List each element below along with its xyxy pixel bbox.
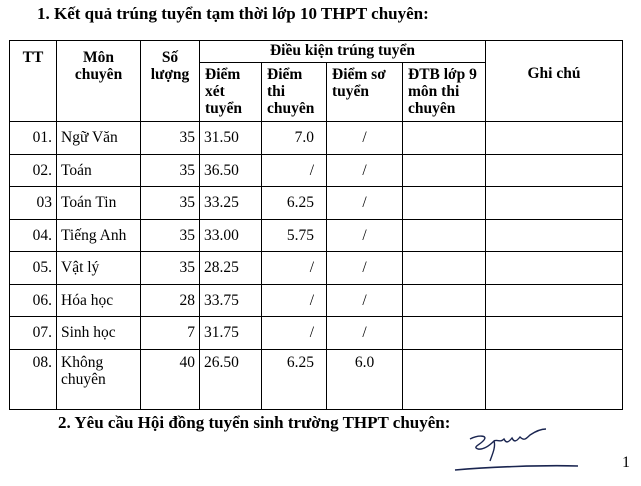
cell-diem-xet-tuyen: 33.25 [200, 187, 262, 220]
table-row [10, 284, 623, 317]
cell-dtb [403, 122, 486, 155]
cell-ghi-chu [486, 252, 623, 285]
cell-diem-thi-chuyen: 6.25 [262, 187, 327, 220]
cell-diem-so-tuyen: / [327, 252, 403, 285]
table-row [10, 122, 623, 155]
cell-diem-thi-chuyen: / [262, 284, 327, 317]
cell-diem-xet-tuyen: 31.50 [200, 122, 262, 155]
cell-tt: 01. [10, 122, 57, 155]
cell-tt: 06. [10, 284, 57, 317]
cell-mon-chuyen: Sinh học [57, 317, 141, 350]
page-number: 1 [622, 454, 630, 471]
table-row [10, 349, 623, 409]
cell-ghi-chu [486, 154, 623, 187]
cell-mon-chuyen: Toán Tin [57, 187, 141, 220]
cell-dtb [403, 219, 486, 252]
cell-so-luong: 35 [141, 187, 200, 220]
section-1-heading: 1. Kết quả trúng tuyển tạm thời lớp 10 THPT chuyên: [37, 4, 429, 23]
header-dieu-kien: Điều kiện trúng tuyển [200, 41, 486, 63]
cell-ghi-chu [486, 219, 623, 252]
cell-so-luong: 7 [141, 317, 200, 350]
cell-diem-xet-tuyen: 33.75 [200, 284, 262, 317]
cell-tt: 04. [10, 219, 57, 252]
cell-ghi-chu [486, 284, 623, 317]
cell-so-luong: 35 [141, 122, 200, 155]
table-row [10, 219, 623, 252]
cell-mon-chuyen: Vật lý [57, 252, 141, 285]
cell-dtb [403, 154, 486, 187]
cell-tt: 02. [10, 154, 57, 187]
cell-diem-so-tuyen: 6.0 [327, 349, 403, 409]
cell-dtb [403, 284, 486, 317]
cell-so-luong: 35 [141, 219, 200, 252]
cell-diem-so-tuyen: / [327, 284, 403, 317]
cell-ghi-chu [486, 122, 623, 155]
cell-mon-chuyen: Ngữ Văn [57, 122, 141, 155]
admission-results-table [9, 40, 623, 410]
table-row [10, 187, 623, 220]
cell-diem-thi-chuyen: / [262, 252, 327, 285]
cell-ghi-chu [486, 349, 623, 409]
header-tt: TT [10, 41, 57, 122]
cell-ghi-chu [486, 187, 623, 220]
cell-mon-chuyen: Tiếng Anh [57, 219, 141, 252]
cell-diem-thi-chuyen: 7.0 [262, 122, 327, 155]
cell-so-luong: 40 [141, 349, 200, 409]
cell-so-luong: 28 [141, 284, 200, 317]
header-diem-so-tuyen: Điểm sơ tuyển [327, 63, 403, 122]
table-row [10, 154, 623, 187]
header-diem-thi-chuyen: Điểm thi chuyên [262, 63, 327, 122]
cell-diem-thi-chuyen: / [262, 317, 327, 350]
cell-diem-xet-tuyen: 36.50 [200, 154, 262, 187]
table-row [10, 252, 623, 285]
cell-diem-so-tuyen: / [327, 187, 403, 220]
cell-dtb [403, 252, 486, 285]
cell-mon-chuyen: Hóa học [57, 284, 141, 317]
cell-tt: 03 [10, 187, 57, 220]
cell-diem-xet-tuyen: 26.50 [200, 349, 262, 409]
cell-tt: 07. [10, 317, 57, 350]
header-diem-xet-tuyen: Điểm xét tuyển [200, 63, 262, 122]
cell-diem-xet-tuyen: 33.00 [200, 219, 262, 252]
cell-so-luong: 35 [141, 252, 200, 285]
cell-mon-chuyen: Toán [57, 154, 141, 187]
signature [450, 425, 585, 475]
cell-mon-chuyen: Không chuyên [57, 349, 141, 409]
cell-dtb [403, 349, 486, 409]
cell-so-luong: 35 [141, 154, 200, 187]
cell-diem-thi-chuyen: / [262, 154, 327, 187]
cell-diem-thi-chuyen: 6.25 [262, 349, 327, 409]
cell-diem-so-tuyen: / [327, 154, 403, 187]
cell-ghi-chu [486, 317, 623, 350]
header-dtb-lop-9: ĐTB lớp 9 môn thi chuyên [403, 63, 486, 122]
cell-diem-so-tuyen: / [327, 122, 403, 155]
table-row [10, 317, 623, 350]
cell-diem-so-tuyen: / [327, 317, 403, 350]
cell-diem-so-tuyen: / [327, 219, 403, 252]
cell-dtb [403, 187, 486, 220]
section-2-heading: 2. Yêu cầu Hội đồng tuyển sinh trường THPT chuyên: [58, 413, 451, 432]
cell-diem-thi-chuyen: 5.75 [262, 219, 327, 252]
cell-diem-xet-tuyen: 31.75 [200, 317, 262, 350]
cell-diem-xet-tuyen: 28.25 [200, 252, 262, 285]
cell-tt: 08. [10, 349, 57, 409]
header-mon-chuyen: Môn chuyên [57, 41, 141, 122]
cell-tt: 05. [10, 252, 57, 285]
header-so-luong: Số lượng [141, 41, 200, 122]
header-ghi-chu: Ghi chú [486, 41, 623, 122]
cell-dtb [403, 317, 486, 350]
